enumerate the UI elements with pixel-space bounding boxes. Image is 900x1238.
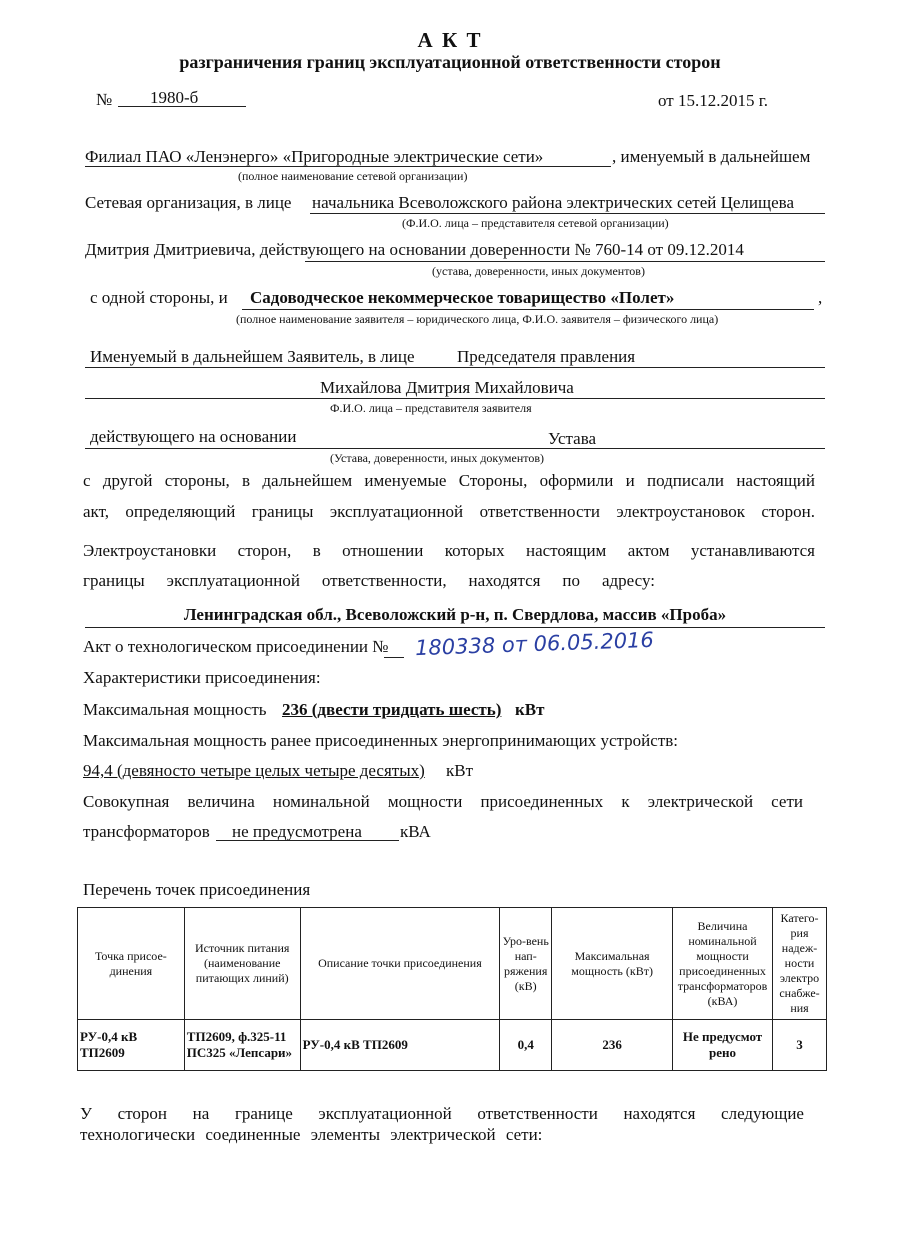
word: присоединенных (480, 792, 604, 811)
transformer-unit: кВА (400, 822, 431, 841)
table-header-cell: Точка присое-динения (78, 908, 185, 1020)
word: подписали (647, 471, 725, 490)
rep-value: начальника Всеволожского района электрических сетей Целищева (312, 193, 795, 212)
table-header-cell: Источник питания (наименование питающих линий) (184, 908, 300, 1020)
word: находятся (623, 1104, 696, 1123)
transformer-value: не предусмотрена (232, 822, 362, 841)
transformer-underline (216, 840, 399, 841)
word: сторон. (761, 502, 815, 521)
table-cell: Не предусмот рено (673, 1020, 773, 1071)
word: границе (234, 1104, 293, 1123)
table-cell: 0,4 (500, 1020, 552, 1071)
word: Совокупная (83, 792, 170, 811)
address-underline (85, 627, 825, 628)
table-header-cell: Максимальная мощность (кВт) (552, 908, 673, 1020)
table-header-row (78, 908, 827, 1020)
word: эксплуатационной (329, 502, 464, 521)
max-power-value: 236 (двести тридцать шесть) (282, 700, 502, 719)
word: дальнейшем (262, 471, 353, 490)
characteristics-label: Характеристики присоединения: (83, 668, 321, 687)
word: сторон, (237, 541, 292, 560)
word: с (83, 471, 91, 490)
rep-hint: (Ф.И.О. лица – представителя сетевой организации) (402, 216, 669, 230)
transformer-label: трансформаторов (83, 822, 210, 841)
table-header-cell: Уро-вень нап-ряжения (кВ) (500, 908, 552, 1020)
word: границы (251, 502, 314, 521)
word: к (621, 792, 630, 811)
word: отношении (342, 541, 424, 560)
number-value: 1980-б (150, 88, 199, 107)
word: ответственности (477, 1104, 598, 1123)
document-date: от 15.12.2015 г. (658, 91, 769, 110)
applicant-rep-underline (85, 367, 825, 368)
word: Стороны, (458, 471, 528, 490)
network-org-name: Филиал ПАО «Ленэнерго» «Пригородные электрические сети» (85, 147, 544, 166)
applicant-comma: , (818, 288, 823, 307)
basis-hint: (Устава, доверенности, иных документов) (330, 451, 545, 465)
applicant-rep-name-underline (85, 398, 825, 399)
tech-act-number-underline (384, 657, 404, 658)
word: определяющий (125, 502, 236, 521)
word: Электроустановки (83, 541, 217, 560)
word: именуемые (364, 471, 447, 490)
network-org-underline (85, 166, 611, 167)
word: следующие (721, 1104, 804, 1123)
para2-line2 (83, 571, 655, 591)
applicant-rep-value: Председателя правления (457, 347, 636, 366)
table-cell: РУ-0,4 кВ ТП2609 (300, 1020, 500, 1071)
applicant-rep-name: Михайлова Дмитрия Михайловича (320, 378, 574, 397)
connection-points-table (77, 907, 827, 1071)
word: электрической (647, 792, 754, 811)
network-org-suffix: , именуемый в дальнейшем (612, 147, 811, 166)
word: номинальной (272, 792, 370, 811)
word: и (625, 471, 635, 490)
table-cell: ТП2609, ф.325-11 ПС325 «Лепсари» (184, 1020, 300, 1071)
network-org-hint: (полное наименование сетевой организации) (238, 169, 468, 183)
table-cell: 236 (552, 1020, 673, 1071)
table-header-cell: Величина номинальной мощности присоединенных трансформаторов (кВА) (673, 908, 773, 1020)
applicant-name: Садоводческое некоммерческое товарищество «Полет» (250, 288, 675, 307)
word: на (192, 1104, 210, 1123)
word: находятся (468, 571, 541, 590)
word: ответственности, (321, 571, 447, 590)
word: эксплуатационной (166, 571, 300, 590)
document-subtitle: разграничения границ эксплуатационной ответственности сторон (179, 52, 721, 72)
word: У (80, 1104, 93, 1123)
applicant-rep-hint: Ф.И.О. лица – представителя заявителя (330, 401, 532, 415)
basis-underline (85, 448, 825, 449)
table-header-cell: Катего-рия надеж-ности электро снабже-ния (773, 908, 827, 1020)
word: другой (102, 471, 153, 490)
word: стороны, (164, 471, 230, 490)
tech-act-handwritten: 180338 от 06.05.2016 (414, 627, 655, 661)
basis-prefix: действующего на основании (90, 427, 297, 446)
word: величина (187, 792, 255, 811)
rep-prefix: Сетевая организация, в лице (85, 193, 292, 212)
word: по (562, 571, 581, 590)
max-power-label: Максимальная мощность (83, 700, 267, 719)
applicant-underline (242, 309, 814, 310)
word: адресу: (601, 571, 655, 590)
applicant-prefix: с одной стороны, и (90, 288, 228, 307)
max-power-unit: кВт (515, 700, 545, 719)
document-title: А К Т (417, 28, 483, 52)
table-row (78, 1020, 827, 1071)
para1-line2 (83, 502, 815, 522)
word: сторон (117, 1104, 168, 1123)
applicant-rep-prefix: Именуемый в дальнейшем Заявитель, в лице (90, 347, 415, 366)
table-cell: РУ-0,4 кВ ТП2609 (78, 1020, 185, 1071)
applicant-hint: (полное наименование заявителя – юридического лица, Ф.И.О. заявителя – физического лица) (236, 312, 719, 326)
tech-act-label: Акт о технологическом присоединении № (83, 637, 389, 656)
word: устанавливаются (690, 541, 815, 560)
word: настоящим (525, 541, 607, 560)
prev-power-label: Максимальная мощность ранее присоединенных энергопринимающих устройств: (83, 731, 678, 750)
number-label: № (96, 90, 113, 109)
table-header-cell: Описание точки присоединения (300, 908, 500, 1020)
word: сети (771, 792, 803, 811)
footer-line2: технологически соединенные элементы электрической сети: (80, 1125, 543, 1144)
rep-line2: Дмитрия Дмитриевича, действующего на основании доверенности № 760-14 от 09.12.2014 (85, 240, 744, 259)
word: мощности (387, 792, 463, 811)
word: границы (83, 571, 145, 590)
rep-underline (310, 213, 825, 214)
para1-line1 (83, 471, 815, 491)
word: оформили (539, 471, 614, 490)
word: ответственности (479, 502, 601, 521)
word: которых (444, 541, 505, 560)
basis-value: Устава (548, 429, 597, 448)
prev-power-unit: кВт (446, 761, 474, 780)
table-cell: 3 (773, 1020, 827, 1071)
rep-line2-hint: (устава, доверенности, иных документов) (432, 264, 645, 278)
address: Ленинградская обл., Всеволожский р-н, п. Свердлова, массив «Проба» (183, 605, 727, 624)
points-list-label: Перечень точек присоединения (83, 880, 311, 899)
word: эксплуатационной (318, 1104, 452, 1123)
rep-line2-underline (305, 261, 825, 262)
footer-line1 (80, 1104, 804, 1124)
transformer-line1 (83, 792, 803, 812)
word: электроустановок (616, 502, 745, 521)
prev-power-value: 94,4 (девяносто четыре целых четыре десятых) (83, 761, 425, 780)
word: в (242, 471, 251, 490)
para2-line1 (83, 541, 815, 561)
word: настоящий (736, 471, 815, 490)
word: актом (627, 541, 670, 560)
word: акт, (83, 502, 109, 521)
word: в (312, 541, 321, 560)
